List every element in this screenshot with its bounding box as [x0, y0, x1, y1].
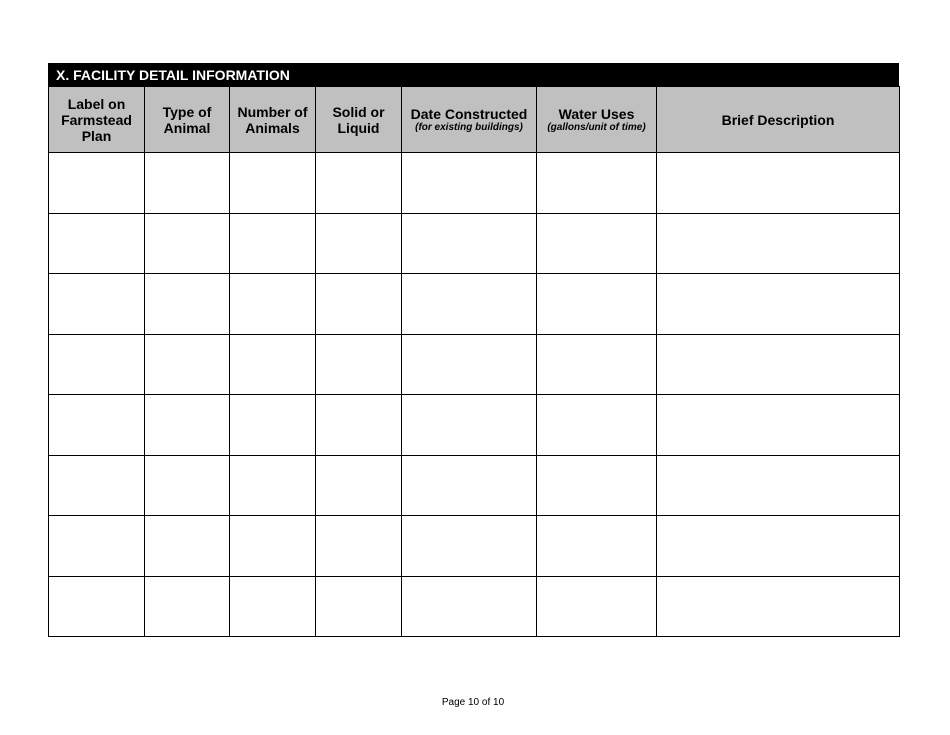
table-cell[interactable] [657, 576, 900, 637]
table-cell[interactable] [230, 395, 316, 456]
table-body [49, 153, 900, 637]
table-cell[interactable] [49, 153, 145, 214]
table-row [49, 274, 900, 335]
table-cell[interactable] [402, 274, 537, 335]
table-cell[interactable] [316, 213, 402, 274]
table-cell[interactable] [537, 213, 657, 274]
table-cell[interactable] [230, 334, 316, 395]
table-cell[interactable] [316, 395, 402, 456]
table-cell[interactable] [145, 334, 230, 395]
table-cell[interactable] [402, 334, 537, 395]
table-cell[interactable] [230, 455, 316, 516]
table-cell[interactable] [145, 213, 230, 274]
table-cell[interactable] [145, 576, 230, 637]
header-row [49, 87, 900, 153]
table-cell[interactable] [49, 516, 145, 577]
table-cell[interactable] [402, 576, 537, 637]
table-cell[interactable] [657, 395, 900, 456]
table-cell[interactable] [230, 274, 316, 335]
table-cell[interactable] [402, 153, 537, 214]
column-header-animal-count [230, 87, 316, 153]
column-header-label [49, 87, 145, 153]
page-number: Page 10 of 10 [441, 697, 505, 708]
table-cell[interactable] [402, 395, 537, 456]
table-row [49, 334, 900, 395]
table-cell[interactable] [657, 516, 900, 577]
column-header-description [657, 87, 900, 153]
table-cell[interactable] [49, 395, 145, 456]
table-cell[interactable] [49, 455, 145, 516]
table-cell[interactable] [402, 455, 537, 516]
column-header-text: Solid or Liquid [332, 103, 385, 136]
table-row [49, 576, 900, 637]
table-cell[interactable] [145, 153, 230, 214]
column-header-animal-type [145, 87, 230, 153]
table-cell[interactable] [657, 213, 900, 274]
table-cell[interactable] [537, 455, 657, 516]
table-cell[interactable] [145, 395, 230, 456]
table-cell[interactable] [316, 334, 402, 395]
table-cell[interactable] [316, 516, 402, 577]
table-cell[interactable] [316, 153, 402, 214]
column-header-subtext: (gallons/unit of time) [547, 121, 646, 133]
table-cell[interactable] [316, 274, 402, 335]
table-cell[interactable] [316, 576, 402, 637]
table-cell[interactable] [537, 334, 657, 395]
column-header-date-constructed [402, 87, 537, 153]
table-cell[interactable] [537, 576, 657, 637]
facility-detail-table [48, 86, 900, 637]
table-cell[interactable] [230, 153, 316, 214]
table-cell[interactable] [145, 455, 230, 516]
table-cell[interactable] [49, 274, 145, 335]
table-cell[interactable] [145, 274, 230, 335]
column-header-water-uses [537, 87, 657, 153]
column-header-text: Brief Description [721, 111, 835, 128]
table-cell[interactable] [657, 455, 900, 516]
table-row [49, 395, 900, 456]
column-header-text: Number of Animals [237, 103, 308, 136]
column-header-text: Type of Animal [162, 103, 212, 136]
table-cell[interactable] [145, 516, 230, 577]
table-cell[interactable] [230, 576, 316, 637]
table-cell[interactable] [657, 334, 900, 395]
table-row [49, 516, 900, 577]
table-cell[interactable] [49, 213, 145, 274]
table-cell[interactable] [657, 274, 900, 335]
section-title: X. FACILITY DETAIL INFORMATION [48, 63, 899, 86]
table-cell[interactable] [230, 516, 316, 577]
column-header-text: Date Constructed [410, 105, 528, 122]
column-header-text: Water Uses [558, 105, 635, 122]
table-row [49, 455, 900, 516]
table-cell[interactable] [230, 213, 316, 274]
table-cell[interactable] [402, 213, 537, 274]
table-cell[interactable] [402, 516, 537, 577]
column-header-solid-liquid [316, 87, 402, 153]
table-cell[interactable] [537, 274, 657, 335]
facility-detail-form [48, 63, 899, 637]
table-cell[interactable] [49, 334, 145, 395]
column-header-subtext: (for existing buildings) [415, 121, 523, 133]
column-header-text: Label on Farmstead Plan [61, 95, 132, 144]
table-cell[interactable] [537, 153, 657, 214]
table-cell[interactable] [316, 455, 402, 516]
table-row [49, 153, 900, 214]
table-row [49, 213, 900, 274]
table-cell[interactable] [537, 395, 657, 456]
table-cell[interactable] [537, 516, 657, 577]
table-cell[interactable] [657, 153, 900, 214]
table-cell[interactable] [49, 576, 145, 637]
